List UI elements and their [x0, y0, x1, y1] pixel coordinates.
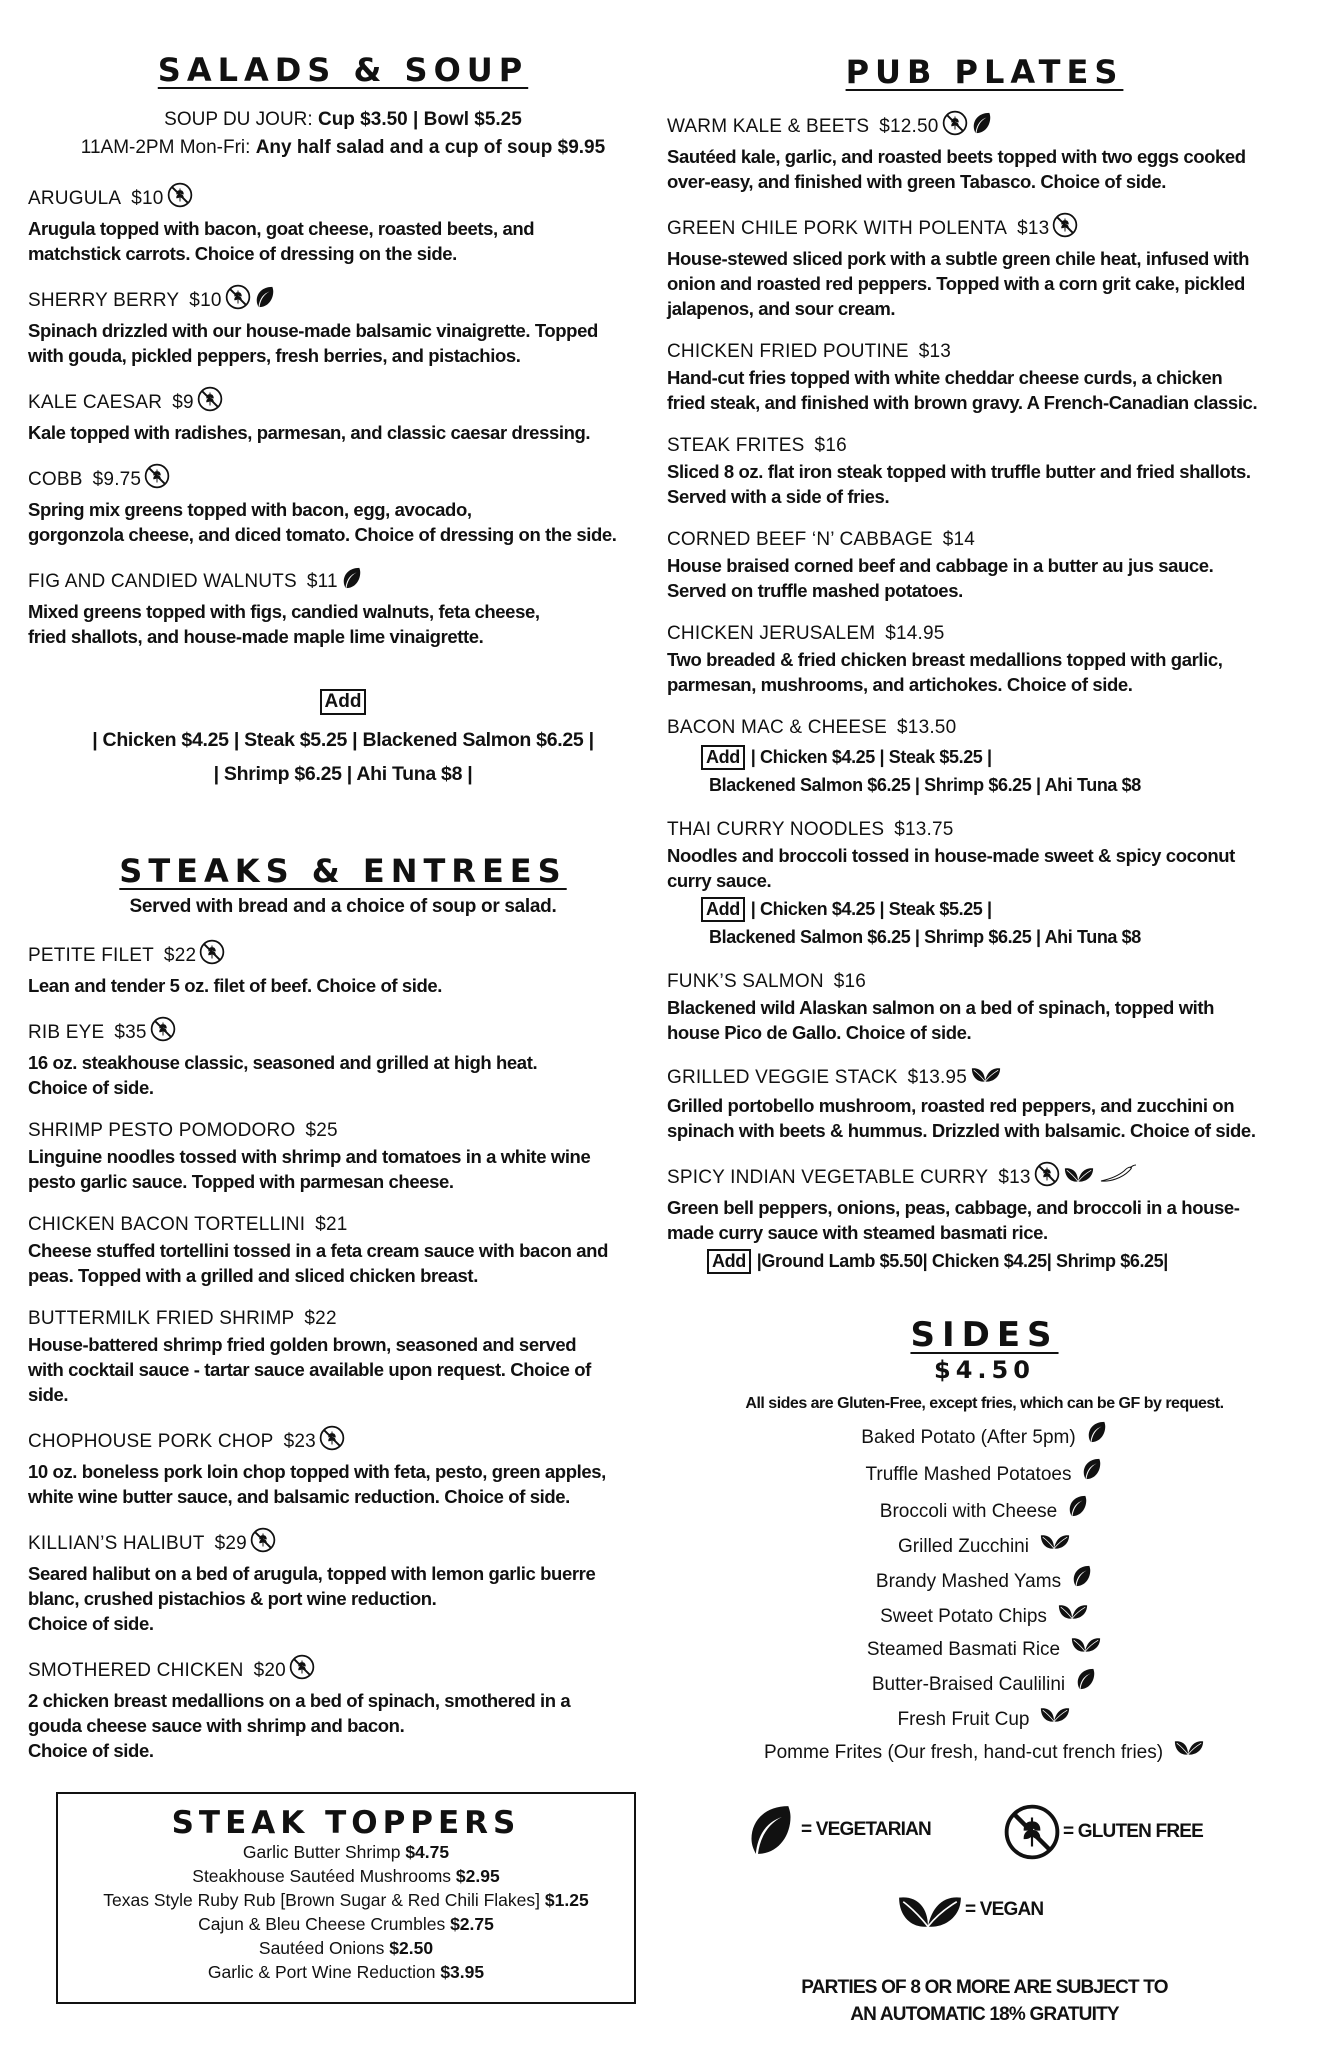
item-description: Lean and tender 5 oz. filet of beef. Choice of side. [28, 975, 443, 996]
item-heading [667, 1161, 1302, 1195]
topper-item: Texas Style Ruby Rub [Brown Sugar & Red Chili Flakes] $1.25 [103, 1890, 589, 1910]
gluten-free-icon [942, 110, 968, 144]
item-description: jalapenos, and sour cream. [667, 298, 896, 319]
topper-item: Sautéed Onions $2.50 [258, 1938, 434, 1958]
sides-note: All sides are Gluten-Free, except fries, which can be GF by request. [745, 1395, 1224, 1412]
item-heading [28, 463, 658, 497]
item-description: Sautéed kale, garlic, and roasted beets topped with two eggs cooked [667, 146, 1246, 167]
vegan-leaves-icon [1057, 1600, 1089, 1633]
item-description: Choice of side. [28, 1740, 154, 1761]
vegan-leaves-icon [1070, 1633, 1102, 1666]
menu-item [667, 212, 1302, 321]
side-item: Grilled Zucchini [667, 1530, 1302, 1563]
item-price: $29 [214, 1533, 247, 1554]
item-name: CHICKEN JERUSALEM [667, 623, 876, 644]
item-description: Served on truffle mashed potatoes. [667, 580, 963, 601]
menu-item [28, 386, 658, 445]
item-description: 10 oz. boneless pork loin chop topped with feta, pesto, green apples, [28, 1461, 606, 1482]
item-name: SPICY INDIAN VEGETABLE CURRY [667, 1167, 989, 1188]
steak-list [28, 939, 658, 1763]
steaks-subtitle: Served with bread and a choice of soup or salad. [129, 896, 557, 917]
item-price: $21 [315, 1214, 348, 1235]
item-price: $10 [131, 188, 164, 209]
item-price: $23 [283, 1431, 316, 1452]
legend-gluten-free: = GLUTEN FREE [1003, 1803, 1203, 1861]
leaf-icon [745, 1799, 797, 1861]
add-label: Add [701, 745, 745, 770]
item-heading [28, 1118, 658, 1144]
item-price: $35 [114, 1022, 147, 1043]
item-name: COBB [28, 469, 83, 490]
side-item: Steamed Basmati Rice [667, 1633, 1302, 1666]
item-description: fried shallots, and house-made maple lime vinaigrette. [28, 626, 484, 647]
menu-item [28, 939, 658, 998]
item-description: Spring mix greens topped with bacon, egg, avocado, [28, 499, 472, 520]
menu-item [667, 1161, 1302, 1275]
item-price: $10 [189, 290, 222, 311]
salad-add-ons [28, 689, 658, 715]
menu-item [28, 1527, 658, 1636]
item-price: $14.95 [885, 623, 945, 644]
item-description: with cocktail sauce - tartar sauce available upon request. Choice of [28, 1359, 591, 1380]
item-name: CORNED BEEF ‘N’ CABBAGE [667, 529, 933, 550]
side-item: Pomme Frites (Our fresh, hand-cut french fries) [667, 1736, 1302, 1769]
item-description: Cheese stuffed tortellini tossed in a feta cream sauce with bacon and [28, 1240, 608, 1261]
item-description: peas. Topped with a grilled and sliced chicken breast. [28, 1265, 478, 1286]
item-price: $13 [918, 341, 952, 362]
item-price: $9.75 [92, 469, 142, 490]
gluten-free-icon [167, 182, 193, 216]
gluten-free-icon [1003, 1803, 1061, 1861]
gluten-free-icon [225, 284, 251, 318]
item-description: 16 oz. steakhouse classic, seasoned and grilled at high heat. [28, 1052, 538, 1073]
salad-add-line-1: | Chicken $4.25 | Steak $5.25 | Blackened Salmon $6.25 | [92, 729, 594, 751]
item-price: $12.50 [879, 116, 939, 137]
gluten-free-icon [199, 939, 225, 973]
menu-item [667, 110, 1302, 194]
vegan-leaves-icon [970, 1063, 1002, 1093]
leaf-icon [1067, 1493, 1089, 1530]
item-description: spinach with beets & hummus. Drizzled with balsamic. Choice of side. [667, 1120, 1256, 1141]
side-item: Broccoli with Cheese [667, 1493, 1302, 1530]
item-price: $20 [253, 1660, 286, 1681]
item-add-ons: Add | Chicken $4.25 | Steak $5.25 | [701, 743, 1302, 771]
item-description: Green bell peppers, onions, peas, cabbage, and broccoli in a house- [667, 1197, 1240, 1218]
item-description: Choice of side. [28, 1613, 154, 1634]
sides-price: $4.50 [934, 1356, 1035, 1384]
toppers-title: STEAK TOPPERS [171, 1805, 521, 1841]
gratuity-notice: PARTIES OF 8 OR MORE ARE SUBJECT TO AN AUTOMATIC 18% GRATUITY [801, 1977, 1168, 2025]
item-description: Mixed greens topped with figs, candied walnuts, feta cheese, [28, 601, 540, 622]
item-name: PETITE FILET [28, 945, 154, 966]
sides-list [667, 1419, 1302, 1769]
right-column [667, 50, 1302, 2028]
item-description: matchstick carrots. Choice of dressing on the side. [28, 243, 457, 264]
item-description: Grilled portobello mushroom, roasted red peppers, and zucchini on [667, 1095, 1235, 1116]
leaf-icon [254, 284, 276, 318]
gluten-free-icon [319, 1425, 345, 1459]
topper-item: Steakhouse Sautéed Mushrooms $2.95 [192, 1866, 500, 1886]
menu-item [28, 1016, 658, 1100]
item-description: Two breaded & fried chicken breast medallions topped with garlic, [667, 649, 1223, 670]
menu-item [667, 433, 1302, 509]
item-name: FIG AND CANDIED WALNUTS [28, 571, 297, 592]
sides-title: SIDES [910, 1315, 1059, 1355]
item-price: $22 [163, 945, 197, 966]
item-heading [28, 1016, 658, 1050]
menu-item [28, 1306, 658, 1407]
item-price: $14 [942, 529, 976, 550]
item-name: THAI CURRY NOODLES [667, 819, 885, 840]
menu-item [28, 1212, 658, 1288]
item-description: gouda cheese sauce with shrimp and bacon. [28, 1715, 405, 1736]
item-heading [28, 1212, 658, 1238]
sides-section [667, 1315, 1302, 1769]
item-heading [667, 527, 1302, 553]
item-name: STEAK FRITES [667, 435, 805, 456]
item-name: CHICKEN BACON TORTELLINI [28, 1214, 306, 1235]
topper-item: Garlic & Port Wine Reduction $3.95 [207, 1962, 485, 1982]
side-item: Fresh Fruit Cup [667, 1703, 1302, 1736]
item-description: side. [28, 1384, 69, 1405]
item-heading [667, 110, 1302, 144]
item-price: $16 [833, 971, 867, 992]
menu-item [667, 1063, 1302, 1143]
vegan-leaves-icon [1063, 1163, 1095, 1193]
item-heading [667, 817, 1302, 843]
item-name: SHRIMP PESTO POMODORO [28, 1120, 296, 1141]
item-price: $13 [1017, 218, 1050, 239]
item-heading [28, 565, 658, 599]
item-name: CHICKEN FRIED POUTINE [667, 341, 909, 362]
vegan-leaves-icon [1039, 1530, 1071, 1563]
item-description: Linguine noodles tossed with shrimp and tomatoes in a white wine [28, 1146, 591, 1167]
menu-item [667, 817, 1302, 951]
item-name: BUTTERMILK FRIED SHRIMP [28, 1308, 295, 1329]
left-column [28, 48, 658, 1763]
item-heading [667, 212, 1302, 246]
menu-item [28, 1425, 658, 1509]
salads-title: SALADS & SOUP [157, 51, 529, 89]
menu-item [667, 527, 1302, 603]
steaks-title: STEAKS & ENTREES [119, 852, 567, 890]
item-heading [667, 715, 1302, 741]
item-description: Served with a side of fries. [667, 486, 890, 507]
item-price: $11 [306, 571, 338, 592]
item-description: with gouda, pickled peppers, fresh berries, and pistachios. [28, 345, 521, 366]
menu-item [28, 1654, 658, 1763]
item-price: $16 [814, 435, 847, 456]
menu-item [667, 339, 1302, 415]
side-item: Sweet Potato Chips [667, 1600, 1302, 1633]
item-description: house Pico de Gallo. Choice of side. [667, 1022, 972, 1043]
item-description: 2 chicken breast medallions on a bed of spinach, smothered in a [28, 1690, 571, 1711]
leaf-icon [1081, 1456, 1103, 1493]
item-heading [28, 1425, 658, 1459]
item-description: Noodles and broccoli tossed in house-made sweet & spicy coconut [667, 845, 1235, 866]
item-heading [28, 284, 658, 318]
item-add-ons: Add |Ground Lamb $5.50| Chicken $4.25| Shrimp $6.25| [707, 1247, 1302, 1275]
pub-title: PUB PLATES [845, 53, 1124, 91]
soup-du-jour: SOUP DU JOUR: Cup $3.50 | Bowl $5.25 [164, 109, 522, 130]
add-label: Add [707, 1249, 751, 1274]
vegan-leaves-icon [1173, 1736, 1205, 1769]
item-price: $13 [998, 1167, 1031, 1188]
item-description: House-battered shrimp fried golden brown, seasoned and served [28, 1334, 577, 1355]
item-name: KALE CAESAR [28, 392, 163, 413]
item-description: House braised corned beef and cabbage in a butter au jus sauce. [667, 555, 1214, 576]
item-description: pesto garlic sauce. Topped with parmesan cheese. [28, 1171, 454, 1192]
steak-toppers-box [56, 1792, 636, 2004]
gluten-free-icon [250, 1527, 276, 1561]
item-price: $13.75 [894, 819, 954, 840]
item-heading [28, 1527, 658, 1561]
gluten-free-icon [1034, 1161, 1060, 1195]
menu-item [667, 969, 1302, 1045]
vegan-leaves-icon [1039, 1703, 1071, 1736]
item-name: ARUGULA [28, 188, 122, 209]
legend [667, 1793, 1302, 1968]
lunch-deal: 11AM-2PM Mon-Fri: Any half salad and a cup of soup $9.95 [80, 137, 606, 158]
side-item: Butter-Braised Caulilini [667, 1666, 1302, 1703]
item-description: over-easy, and finished with green Tabasco. Choice of side. [667, 171, 1166, 192]
item-price: $25 [305, 1120, 338, 1141]
gluten-free-icon [150, 1016, 176, 1050]
item-name: RIB EYE [28, 1022, 105, 1043]
item-description: fried steak, and finished with brown gravy. A French-Canadian classic. [667, 392, 1258, 413]
pub-list [667, 110, 1302, 1275]
item-price: $13.50 [897, 717, 957, 738]
leaf-icon [341, 565, 363, 599]
item-price: $9 [172, 392, 194, 413]
item-description: Spinach drizzled with our house-made balsamic vinaigrette. Topped [28, 320, 598, 341]
menu-item [28, 182, 658, 266]
chili-pepper-icon [1098, 1163, 1138, 1193]
item-description: Hand-cut fries topped with white cheddar cheese curds, a chicken [667, 367, 1223, 388]
item-name: SHERRY BERRY [28, 290, 180, 311]
item-price: $22 [304, 1308, 337, 1329]
item-description: Seared halibut on a bed of arugula, topped with lemon garlic buerre [28, 1563, 596, 1584]
item-name: GRILLED VEGGIE STACK [667, 1067, 898, 1088]
item-heading [28, 386, 658, 420]
item-description: blanc, crushed pistachios & port wine reduction. [28, 1588, 437, 1609]
item-heading [28, 939, 658, 973]
leaf-icon [1071, 1563, 1093, 1600]
menu-item [28, 284, 658, 368]
item-description: Sliced 8 oz. flat iron steak topped with truffle butter and fried shallots. [667, 461, 1251, 482]
item-add-ons: Blackened Salmon $6.25 | Shrimp $6.25 | Ahi Tuna $8 [709, 927, 1141, 947]
legend-vegan: = VEGAN [895, 1887, 1043, 1933]
add-label: Add [320, 689, 367, 715]
item-heading [28, 182, 658, 216]
item-name: FUNK’S SALMON [667, 971, 824, 992]
leaf-icon [1075, 1666, 1097, 1703]
item-heading [667, 969, 1302, 995]
item-heading [28, 1306, 658, 1332]
gluten-free-icon [1052, 212, 1078, 246]
item-name: SMOTHERED CHICKEN [28, 1660, 244, 1681]
toppers-list [58, 1840, 634, 1984]
menu-item [28, 463, 658, 547]
item-name: KILLIAN’S HALIBUT [28, 1533, 205, 1554]
gluten-free-icon [289, 1654, 315, 1688]
menu-item [28, 1118, 658, 1194]
item-description: House-stewed sliced pork with a subtle green chile heat, infused with [667, 248, 1249, 269]
item-description: gorgonzola cheese, and diced tomato. Choice of dressing on the side. [28, 524, 617, 545]
item-name: GREEN CHILE PORK WITH POLENTA [667, 218, 1008, 239]
item-name: CHOPHOUSE PORK CHOP [28, 1431, 274, 1452]
topper-item: Garlic Butter Shrimp $4.75 [242, 1842, 450, 1862]
side-item: Brandy Mashed Yams [667, 1563, 1302, 1600]
salad-add-line-2: | Shrimp $6.25 | Ahi Tuna $8 | [213, 763, 473, 785]
leaf-icon [971, 110, 993, 144]
topper-item: Cajun & Bleu Cheese Crumbles $2.75 [198, 1914, 494, 1934]
item-description: curry sauce. [667, 870, 772, 891]
item-heading [667, 339, 1302, 365]
item-description: made curry sauce with steamed basmati rice. [667, 1222, 1048, 1243]
side-item: Baked Potato (After 5pm) [667, 1419, 1302, 1456]
item-add-ons: Blackened Salmon $6.25 | Shrimp $6.25 | Ahi Tuna $8 [709, 775, 1141, 795]
item-add-ons: Add | Chicken $4.25 | Steak $5.25 | [701, 895, 1302, 923]
item-description: Blackened wild Alaskan salmon on a bed of spinach, topped with [667, 997, 1215, 1018]
vegan-leaves-icon [895, 1887, 965, 1933]
salad-list [28, 182, 658, 649]
add-label: Add [701, 897, 745, 922]
item-description: Choice of side. [28, 1077, 154, 1098]
item-heading [667, 1063, 1302, 1093]
item-name: WARM KALE & BEETS [667, 116, 870, 137]
menu-item [667, 621, 1302, 697]
item-heading [667, 621, 1302, 647]
item-heading [667, 433, 1302, 459]
gluten-free-icon [197, 386, 223, 420]
item-description: parmesan, mushrooms, and artichokes. Choice of side. [667, 674, 1133, 695]
legend-vegetarian: = VEGETARIAN [745, 1799, 931, 1861]
item-description: Kale topped with radishes, parmesan, and classic caesar dressing. [28, 422, 591, 443]
item-description: Arugula topped with bacon, goat cheese, roasted beets, and [28, 218, 535, 239]
item-price: $13.95 [907, 1067, 967, 1088]
gluten-free-icon [144, 463, 170, 497]
item-name: BACON MAC & CHEESE [667, 717, 888, 738]
leaf-icon [1086, 1419, 1108, 1456]
menu-item [28, 565, 658, 649]
menu-item [667, 715, 1302, 799]
item-description: onion and roasted red peppers. Topped with a corn grit cake, pickled [667, 273, 1245, 294]
item-heading [28, 1654, 658, 1688]
item-description: white wine butter sauce, and balsamic reduction. Choice of side. [28, 1486, 570, 1507]
side-item: Truffle Mashed Potatoes [667, 1456, 1302, 1493]
